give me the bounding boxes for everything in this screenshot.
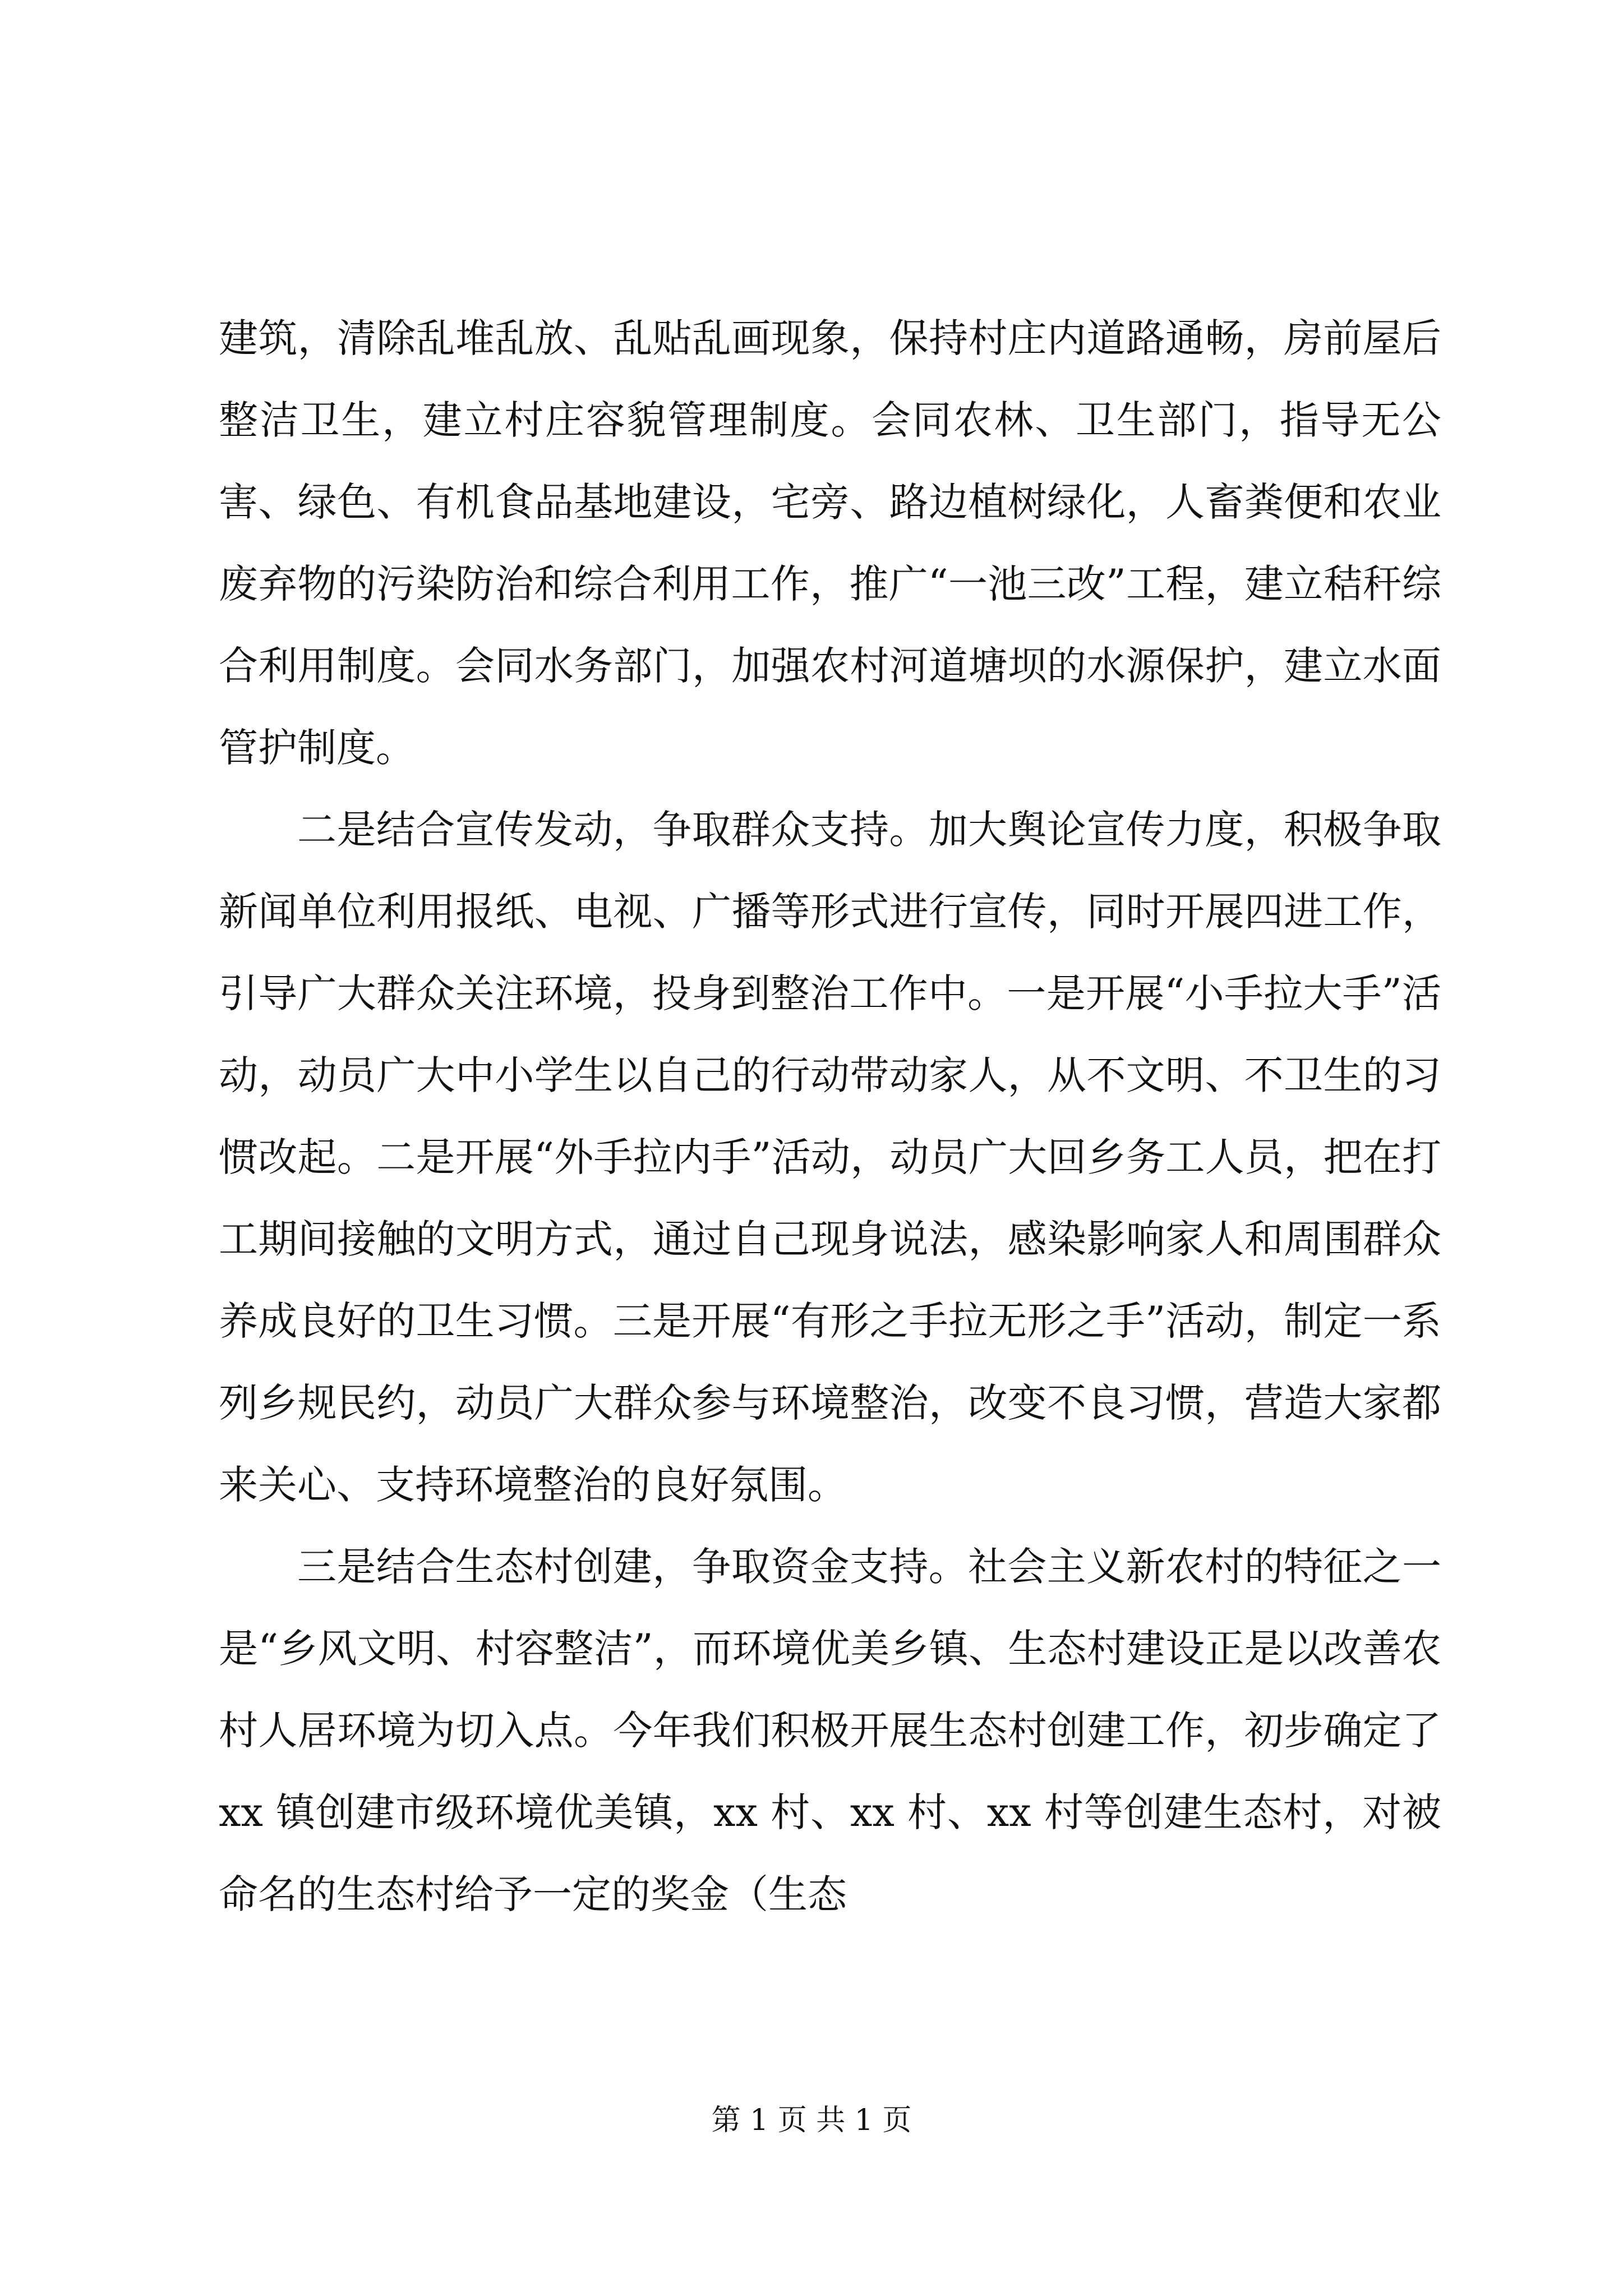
paragraph-3: 三是结合生态村创建，争取资金支持。社会主义新农村的特征之一是“乡风文明、村容整洁”，而环境优美乡镇、生态村建设正是以改善农村人居环境为切入点。今年我们积极开展生态村创建工作，初步确定了 xx 镇创建市级环境优美镇，xx 村、xx 村、xx 村等创建生态村，对被命名的生态村给予一定的奖金（生态 xyxy=(219,1544,1441,1917)
document-body xyxy=(219,297,1441,1935)
paragraph-1: 建筑，清除乱堆乱放、乱贴乱画现象，保持村庄内道路通畅，房前屋后整洁卫生，建立村庄容貌管理制度。会同农林、卫生部门，指导无公害、绿色、有机食品基地建设，宅旁、路边植树绿化，人畜粪便和农业废弃物的污染防治和综合利用工作，推广“一池三改”工程，建立秸秆综合利用制度。会同水务部门，加强农村河道塘坝的水源保护，建立水面管护制度。 xyxy=(219,315,1441,771)
page-footer: 第 1 页 共 1 页 xyxy=(711,2104,912,2137)
paragraph-2: 二是结合宣传发动，争取群众支持。加大舆论宣传力度，积极争取新闻单位利用报纸、电视、广播等形式进行宣传，同时开展四进工作，引导广大群众关注环境，投身到整治工作中。一是开展“小手拉大手”活动，动员广大中小学生以自己的行动带动家人，从不文明、不卫生的习惯改起。二是开展“外手拉内手”活动，动员广大回乡务工人员，把在打工期间接触的文明方式，通过自己现身说法，感染影响家人和周围群众养成良好的卫生习惯。三是开展“有形之手拉无形之手”活动，制定一系列乡规民约，动员广大群众参与环境整治，改变不良习惯，营造大家都来关心、支持环境整治的良好氛围。 xyxy=(219,807,1441,1508)
